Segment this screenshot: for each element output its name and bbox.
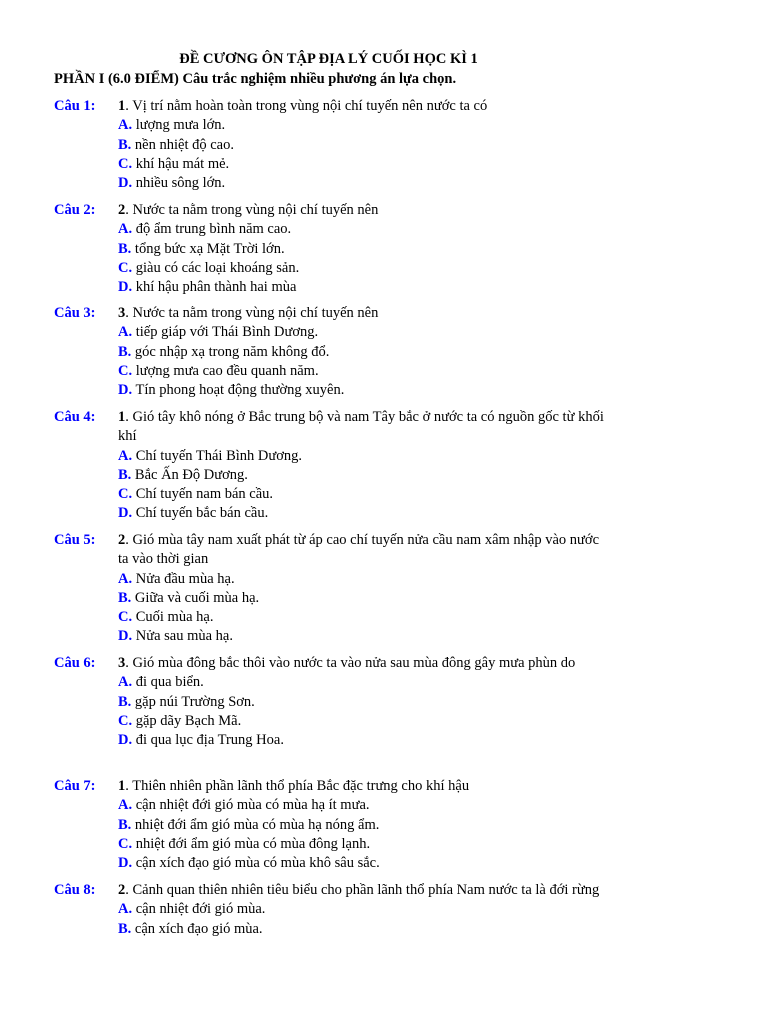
question-stem bbox=[118, 408, 608, 447]
answer-option bbox=[118, 835, 608, 854]
option-text: Cuối mùa hạ. bbox=[132, 609, 214, 626]
answer-option bbox=[118, 693, 608, 712]
option-letter: D. bbox=[118, 855, 133, 872]
question-number: 2 bbox=[118, 202, 126, 218]
answer-option bbox=[118, 731, 608, 750]
question-label: Câu 1: bbox=[54, 98, 96, 114]
question-stem-text: . Nước ta nằm trong vùng nội chí tuyến nên bbox=[125, 305, 379, 321]
answer-option bbox=[118, 504, 608, 523]
question-stem-text: . Gió mùa tây nam xuất phát từ áp cao chí tuyến nửa cầu nam xâm nhập vào nước ta vào thời gian bbox=[118, 532, 599, 568]
question-label: Câu 3: bbox=[54, 305, 96, 321]
answer-option bbox=[118, 570, 608, 589]
answer-option bbox=[118, 240, 608, 259]
option-letter: C. bbox=[118, 486, 133, 503]
option-text: độ ẩm trung bình năm cao. bbox=[132, 221, 292, 238]
question-body bbox=[118, 304, 608, 400]
answer-option bbox=[118, 854, 608, 873]
option-letter: A. bbox=[118, 117, 133, 134]
question-number: 3 bbox=[118, 305, 126, 321]
answer-option bbox=[118, 816, 608, 835]
option-letter: B. bbox=[118, 816, 132, 833]
option-text: cận xích đạo gió mùa. bbox=[131, 920, 263, 937]
question-stem-text: . Cảnh quan thiên nhiên tiêu biểu cho phần lãnh thổ phía Nam nước ta là đới rừng bbox=[125, 882, 600, 898]
question-label: Câu 7: bbox=[54, 778, 96, 794]
question-label: Câu 6: bbox=[54, 655, 96, 671]
option-text: gặp núi Trường Sơn. bbox=[131, 693, 255, 710]
option-text: đi qua lục địa Trung Hoa. bbox=[132, 732, 284, 749]
answer-option bbox=[118, 155, 608, 174]
answer-option bbox=[118, 673, 608, 692]
answer-option bbox=[118, 343, 608, 362]
answer-option bbox=[118, 627, 608, 646]
option-text: lượng mưa cao đều quanh năm. bbox=[132, 362, 319, 379]
question-label: Câu 4: bbox=[54, 409, 96, 425]
question-stem bbox=[118, 777, 608, 796]
question-stem bbox=[118, 881, 608, 900]
question-body bbox=[118, 201, 608, 297]
option-letter: B. bbox=[118, 920, 132, 937]
question-stem-text: . Thiên nhiên phần lãnh thổ phía Bắc đặc trưng cho khí hậu bbox=[125, 778, 470, 794]
question-item bbox=[54, 881, 614, 939]
question-number: 1 bbox=[118, 778, 126, 794]
option-letter: C. bbox=[118, 259, 133, 276]
question-number: 3 bbox=[118, 655, 126, 671]
option-text: Chí tuyến Thái Bình Dương. bbox=[132, 447, 303, 464]
option-letter: D. bbox=[118, 279, 133, 296]
answer-option bbox=[118, 712, 608, 731]
question-item bbox=[54, 531, 614, 647]
option-letter: C. bbox=[118, 362, 133, 379]
answer-option bbox=[118, 116, 608, 135]
option-letter: C. bbox=[118, 155, 133, 172]
option-text: gặp dãy Bạch Mã. bbox=[132, 712, 242, 729]
answer-option bbox=[118, 381, 608, 400]
document-title: ĐỀ CƯƠNG ÔN TẬP ĐỊA LÝ CUỐI HỌC KÌ 1 bbox=[179, 51, 478, 67]
answer-option bbox=[118, 220, 608, 239]
option-letter: C. bbox=[118, 609, 133, 626]
option-letter: A. bbox=[118, 797, 133, 814]
question-label: Câu 8: bbox=[54, 882, 96, 898]
answer-option bbox=[118, 920, 608, 939]
question-number: 1 bbox=[118, 98, 126, 114]
answer-option bbox=[118, 259, 608, 278]
question-body bbox=[118, 654, 608, 750]
option-letter: B. bbox=[118, 343, 132, 360]
question-stem bbox=[118, 97, 608, 116]
answer-option bbox=[118, 608, 608, 627]
option-text: khí hậu mát mẻ. bbox=[132, 155, 230, 172]
answer-option bbox=[118, 485, 608, 504]
question-body bbox=[118, 777, 608, 873]
option-text: Tín phong hoạt động thường xuyên. bbox=[132, 382, 345, 399]
option-text: cận nhiệt đới gió mùa. bbox=[132, 901, 266, 918]
question-label: Câu 5: bbox=[54, 532, 96, 548]
question-body bbox=[118, 97, 608, 193]
question-stem-text: . Vị trí nằm hoàn toàn trong vùng nội chí tuyến nên nước ta có bbox=[125, 98, 488, 114]
option-text: cận nhiệt đới gió mùa có mùa hạ ít mưa. bbox=[132, 797, 370, 814]
option-letter: D. bbox=[118, 628, 133, 645]
option-text: lượng mưa lớn. bbox=[132, 117, 226, 134]
option-text: góc nhập xạ trong năm không đổ. bbox=[131, 343, 330, 360]
question-body bbox=[118, 881, 608, 939]
answer-option bbox=[118, 362, 608, 381]
option-text: nhiệt đới ẩm gió mùa có mùa hạ nóng ẩm. bbox=[131, 816, 380, 833]
answer-option bbox=[118, 136, 608, 155]
option-letter: D. bbox=[118, 505, 133, 522]
option-text: Nửa đầu mùa hạ. bbox=[132, 570, 235, 587]
answer-option bbox=[118, 589, 608, 608]
question-item bbox=[54, 97, 614, 193]
option-letter: B. bbox=[118, 136, 132, 153]
option-text: Chí tuyến nam bán cầu. bbox=[132, 486, 274, 503]
answer-option bbox=[118, 796, 608, 815]
option-text: cận xích đạo gió mùa có mùa khô sâu sắc. bbox=[132, 855, 380, 872]
question-label: Câu 2: bbox=[54, 202, 96, 218]
option-text: tổng bức xạ Mặt Trời lớn. bbox=[131, 240, 285, 257]
question-body bbox=[118, 408, 608, 524]
option-text: nền nhiệt độ cao. bbox=[131, 136, 234, 153]
option-text: giàu có các loại khoáng sản. bbox=[132, 259, 300, 276]
option-text: nhiệt đới ẩm gió mùa có mùa đông lạnh. bbox=[132, 835, 371, 852]
question-item bbox=[54, 304, 614, 400]
question-stem bbox=[118, 531, 608, 570]
question-stem bbox=[118, 654, 608, 673]
answer-option bbox=[118, 466, 608, 485]
question-stem-text: . Gió mùa đông bắc thôi vào nước ta vào nửa sau mùa đông gây mưa phùn do bbox=[125, 655, 576, 671]
option-letter: A. bbox=[118, 901, 133, 918]
option-letter: B. bbox=[118, 240, 132, 257]
option-text: Chí tuyến bắc bán cầu. bbox=[132, 505, 269, 522]
answer-option bbox=[118, 278, 608, 297]
option-letter: A. bbox=[118, 570, 133, 587]
option-text: Giữa và cuối mùa hạ. bbox=[131, 589, 260, 606]
question-item bbox=[54, 654, 614, 750]
option-letter: A. bbox=[118, 324, 133, 341]
question-item bbox=[54, 408, 614, 524]
answer-option bbox=[118, 447, 608, 466]
option-letter: D. bbox=[118, 732, 133, 749]
option-text: đi qua biển. bbox=[132, 674, 204, 691]
question-stem-text: . Gió tây khô nóng ở Bắc trung bộ và nam Tây bắc ở nước ta có nguồn gốc từ khối khí bbox=[118, 409, 604, 445]
question-item bbox=[54, 201, 614, 297]
question-number: 2 bbox=[118, 532, 126, 548]
option-letter: A. bbox=[118, 674, 133, 691]
question-stem bbox=[118, 201, 608, 220]
answer-option bbox=[118, 900, 608, 919]
question-body bbox=[118, 531, 608, 647]
answer-option bbox=[118, 174, 608, 193]
part-heading: PHẦN I (6.0 ĐIỂM) Câu trắc nghiệm nhiều phương án lựa chọn. bbox=[54, 71, 457, 87]
option-text: tiếp giáp với Thái Bình Dương. bbox=[132, 324, 319, 341]
option-letter: B. bbox=[118, 693, 132, 710]
question-item bbox=[54, 777, 614, 873]
answer-option bbox=[118, 323, 608, 342]
question-number: 1 bbox=[118, 409, 126, 425]
option-text: Nửa sau mùa hạ. bbox=[132, 628, 233, 645]
option-letter: C. bbox=[118, 712, 133, 729]
question-stem-text: . Nước ta nằm trong vùng nội chí tuyến nên bbox=[125, 202, 379, 218]
option-text: nhiều sông lớn. bbox=[132, 175, 226, 192]
option-letter: D. bbox=[118, 175, 133, 192]
option-letter: D. bbox=[118, 382, 133, 399]
question-stem bbox=[118, 304, 608, 323]
option-text: Bắc Ấn Độ Dương. bbox=[131, 466, 248, 483]
option-letter: A. bbox=[118, 447, 133, 464]
option-text: khí hậu phân thành hai mùa bbox=[132, 279, 297, 296]
option-letter: B. bbox=[118, 466, 132, 483]
question-number: 2 bbox=[118, 882, 126, 898]
option-letter: A. bbox=[118, 221, 133, 238]
option-letter: C. bbox=[118, 835, 133, 852]
option-letter: B. bbox=[118, 589, 132, 606]
